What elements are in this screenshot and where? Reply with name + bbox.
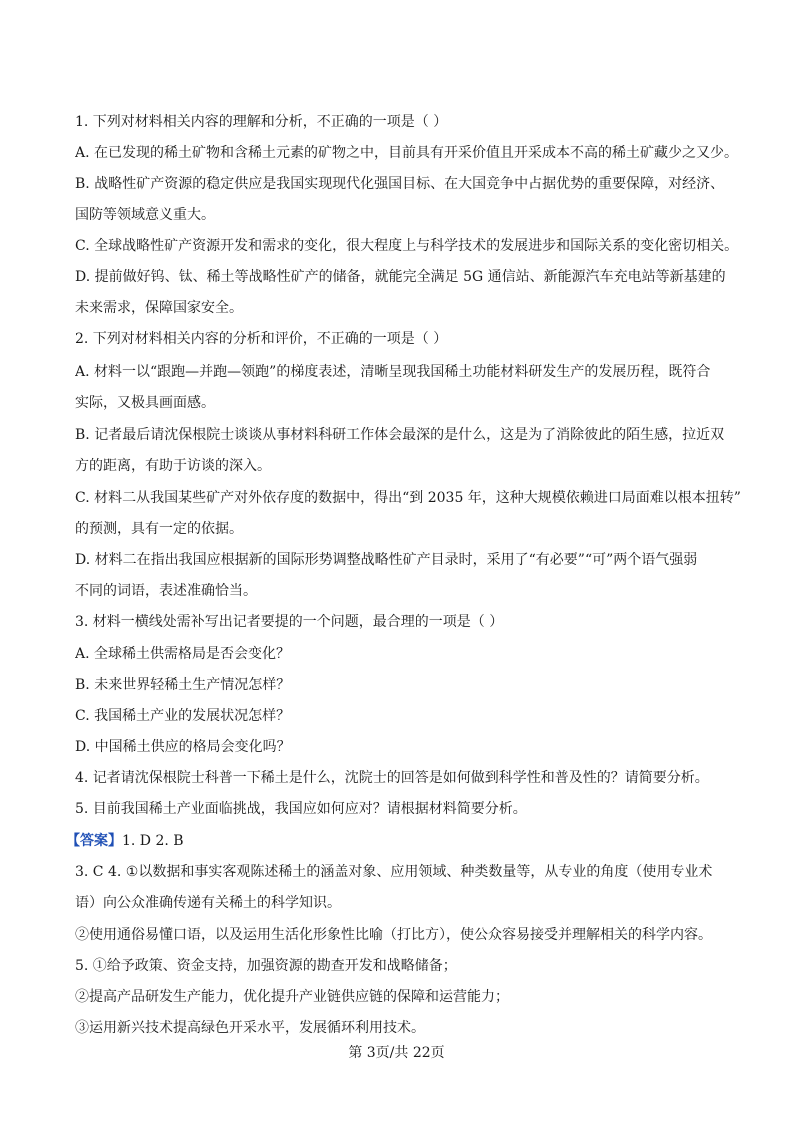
q3-option-a: A. 全球稀土供需格局是否会变化？ [75, 646, 291, 662]
q2-option-b-line2: 方的距离，有助于访谈的深入。 [75, 458, 271, 474]
q3-option-c: C. 我国稀土产业的发展状况怎样？ [75, 708, 291, 724]
q3-option-b: B. 未来世界轻稀土生产情况怎样？ [75, 677, 291, 693]
q3-stem: 3. 材料一横线处需补写出记者要提的一个问题，最合理的一项是（ ） [75, 614, 504, 630]
answer-line-4: ②使用通俗易懂口语，以及运用生活化形象性比喻（打比方），使公众容易接受并理解相关的科学内容。 [75, 927, 712, 943]
q1-option-d-line1: D. 提前做好钨、钛、稀土等战略性矿产的储备，就能完全满足 5G 通信站、新能源汽车充电站等新基建的 [75, 269, 726, 285]
q2-option-a-line1: A. 材料一以“跟跑—并跑—领跑”的梯度表述，清晰呈现我国稀土功能材料研发生产的发展历程，既符合 [75, 364, 711, 380]
q2-option-b-line1: B. 记者最后请沈保根院士谈谈从事材料科研工作体会最深的是什么，这是为了消除彼此的陌生感，拉近双 [75, 427, 725, 443]
q1-option-c: C. 全球战略性矿产资源开发和需求的变化，很大程度上与科学技术的发展进步和国际关系的变化密切相关。 [75, 238, 739, 254]
q1-option-a: A. 在已发现的稀土矿物和含稀土元素的矿物之中，目前具有开采价值且开采成本不高的稀土矿藏少之又少。 [75, 145, 739, 161]
q1-option-b-line1: B. 战略性矿产资源的稳定供应是我国实现现代化强国目标、在大国竞争中占据优势的重要保障，对经济、 [75, 176, 725, 192]
answer-tag: 【答案】 [66, 833, 122, 849]
answer-line-7: ③运用新兴技术提高绿色开采水平，发展循环利用技术。 [75, 1020, 425, 1036]
q3-option-d: D. 中国稀土供应的格局会变化吗？ [75, 739, 291, 755]
q4-stem: 4. 记者请沈保根院士科普一下稀土是什么，沈院士的回答是如何做到科学性和普及性的？请简要分析。 [75, 770, 709, 786]
answer-line-1-text: 1. D 2. B [122, 833, 184, 849]
q2-option-c-line2: 的预测，具有一定的依据。 [75, 521, 243, 537]
answer-line-5: 5. ①给予政策、资金支持，加强资源的勘查开发和战略储备； [75, 958, 457, 974]
answer-line-3: 语）向公众准确传递有关稀土的科学知识。 [75, 895, 341, 911]
q2-option-c-line1: C. 材料二从我国某些矿产对外依存度的数据中，得出“到 2035 年，这种大规模依赖进口局面难以根本扭转” [75, 490, 741, 506]
answer-line-2: 3. C 4. ①以数据和事实客观陈述稀土的涵盖对象、应用领域、种类数量等，从专业的角度（使用专业术 [75, 864, 713, 880]
q1-option-d-line2: 未来需求，保障国家安全。 [75, 300, 243, 316]
q1-stem: 1. 下列对材料相关内容的理解和分析，不正确的一项是（ ） [75, 114, 448, 130]
q2-option-d-line1: D. 材料二在指出我国应根据新的国际形势调整战略性矿产目录时，采用了“有必要”“可”两个语气强弱 [75, 552, 698, 568]
q1-option-b-line2: 国防等领域意义重大。 [75, 207, 215, 223]
q5-stem: 5. 目前我国稀土产业面临挑战，我国应如何应对？请根据材料简要分析。 [75, 801, 527, 817]
answer-line-6: ②提高产品研发生产能力，优化提升产业链供应链的保障和运营能力； [75, 989, 509, 1005]
q2-option-d-line2: 不同的词语，表述准确恰当。 [75, 583, 257, 599]
q2-option-a-line2: 实际，又极具画面感。 [75, 395, 215, 411]
q2-stem: 2. 下列对材料相关内容的分析和评价，不正确的一项是（ ） [75, 331, 448, 347]
answer-line-1 [66, 831, 746, 851]
page-number-footer: 第 3页/共 22页 [348, 1045, 445, 1061]
